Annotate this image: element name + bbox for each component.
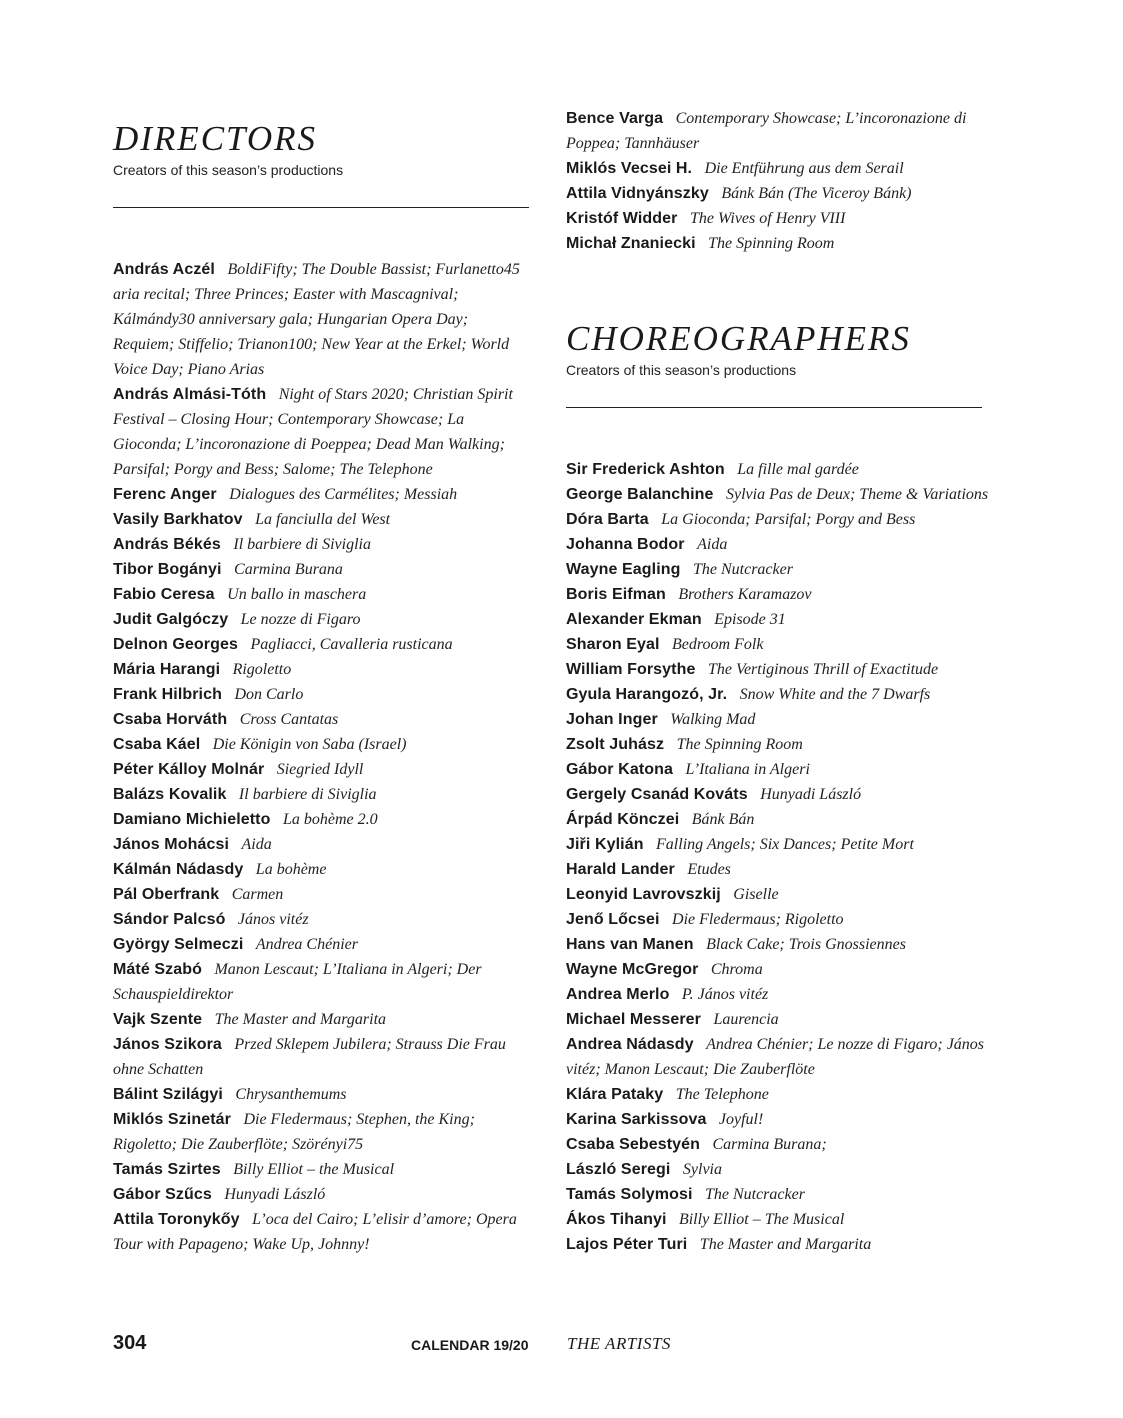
artist-name: Lajos Péter Turi [566, 1236, 688, 1253]
production-titles: Walking Mad [670, 711, 756, 728]
artist-name: Frank Hilbrich [113, 686, 222, 703]
artist-name: Miklós Szinetár [113, 1111, 231, 1128]
artist-name: György Selmeczi [113, 936, 244, 953]
credit-entry [113, 582, 533, 607]
credit-entry [566, 657, 991, 682]
credit-entry [113, 932, 533, 957]
production-titles: The Telephone [675, 1086, 769, 1103]
credit-entry [566, 807, 991, 832]
production-titles: János vitéz [237, 911, 309, 928]
production-titles: BoldiFifty; The Double Bassist; Furlanetto45 aria recital; Three Princes; Easter with Mascagnival; Kálmándy30 anniversary gala; Hungarian Opera Day; Requiem; Stiffelio; Trianon100; New Year at the Erkel; World Voice Day; Piano Arias [113, 261, 520, 378]
credit-entry [113, 257, 533, 382]
credit-entry [566, 857, 991, 882]
production-titles: Il barbiere di Siviglia [238, 786, 377, 803]
artist-name: Kálmán Nádasdy [113, 861, 244, 878]
directors-list-continued [566, 106, 986, 256]
credit-entry [566, 1132, 991, 1157]
production-titles: Episode 31 [714, 611, 786, 628]
artist-name: Attila Toronykőy [113, 1211, 240, 1228]
credit-entry [566, 832, 991, 857]
artist-name: Andrea Merlo [566, 986, 670, 1003]
artist-name: Jenő Lőcsei [566, 911, 660, 928]
artist-name: Karina Sarkissova [566, 1111, 707, 1128]
artist-name: George Balanchine [566, 486, 714, 503]
production-titles: Dialogues des Carmélites; Messiah [229, 486, 458, 503]
credit-entry [566, 181, 986, 206]
credit-entry [113, 482, 533, 507]
artist-name: János Szikora [113, 1036, 222, 1053]
credit-entry [566, 206, 986, 231]
production-titles: Chrysanthemums [235, 1086, 347, 1103]
credit-entry [566, 707, 991, 732]
artist-name: Vajk Szente [113, 1011, 203, 1028]
credit-entry [566, 532, 991, 557]
artist-name: Fabio Ceresa [113, 586, 215, 603]
artist-name: Tamás Szirtes [113, 1161, 221, 1178]
credit-entry [113, 707, 533, 732]
production-titles: The Vertiginous Thrill of Exactitude [707, 661, 939, 678]
production-titles: Die Königin von Saba (Israel) [212, 736, 407, 753]
production-titles: Etudes [687, 861, 731, 878]
credit-entry [113, 832, 533, 857]
artist-name: William Forsythe [566, 661, 696, 678]
production-titles: The Master and Margarita [699, 1236, 872, 1253]
artist-name: Csaba Sebestyén [566, 1136, 701, 1153]
artist-name: Tibor Bogányi [113, 561, 222, 578]
artist-name: Attila Vidnyánszky [566, 185, 709, 202]
artist-name: Bálint Szilágyi [113, 1086, 223, 1103]
credit-entry [566, 557, 991, 582]
production-titles: Laurencia [713, 1011, 779, 1028]
artist-name: Zsolt Juhász [566, 736, 665, 753]
artist-name: Pál Oberfrank [113, 886, 220, 903]
credit-entry [113, 857, 533, 882]
production-titles: Sylvia Pas de Deux; Theme & Variations [725, 486, 989, 503]
production-titles: The Nutcracker [704, 1186, 805, 1203]
credit-entry [566, 1157, 991, 1182]
artist-name: Hans van Manen [566, 936, 694, 953]
production-titles: Don Carlo [234, 686, 304, 703]
credit-entry [113, 657, 533, 682]
credit-entry [566, 582, 991, 607]
credit-entry [113, 732, 533, 757]
production-titles: The Spinning Room [676, 736, 803, 753]
artist-name: László Seregi [566, 1161, 671, 1178]
credit-entry [566, 457, 991, 482]
artist-name: János Mohácsi [113, 836, 230, 853]
artist-name: Gábor Szűcs [113, 1186, 212, 1203]
artist-name: Csaba Káel [113, 736, 201, 753]
artist-name: Michał Znaniecki [566, 235, 696, 252]
artist-name: Tamás Solymosi [566, 1186, 693, 1203]
artist-name: Sir Frederick Ashton [566, 461, 725, 478]
production-titles: Przed Sklepem Jubilera; Strauss Die Frau ohne Schatten [113, 1036, 506, 1078]
credit-entry [566, 1182, 991, 1207]
credit-entry [113, 607, 533, 632]
credit-entry [566, 932, 991, 957]
artist-name: Boris Eifman [566, 586, 666, 603]
credit-entry [566, 632, 991, 657]
credit-entry [566, 732, 991, 757]
production-titles: Contemporary Showcase; L’incoronazione di Poppea; Tannhäuser [566, 110, 967, 152]
directors-subtitle: Creators of this season’s productions [113, 162, 344, 178]
credit-entry [113, 557, 533, 582]
production-titles: P. János vitéz [681, 986, 769, 1003]
production-titles: Night of Stars 2020; Christian Spirit Festival – Closing Hour; Contemporary Showcase; La Gioconda; L’incoronazione di Poeppea; Dead Man Walking; Parsifal; Porgy and Bess; Salome; The Telephone [113, 386, 513, 478]
production-titles: Billy Elliot – the Musical [233, 1161, 395, 1178]
artist-name: András Békés [113, 536, 221, 553]
artist-name: Johanna Bodor [566, 536, 685, 553]
credit-entry [113, 1107, 533, 1157]
credit-entry [566, 231, 986, 256]
credit-entry [113, 1207, 533, 1257]
credit-entry [113, 907, 533, 932]
credit-entry [566, 1107, 991, 1132]
artist-name: András Aczél [113, 261, 215, 278]
artist-name: Sharon Eyal [566, 636, 660, 653]
production-titles: Un ballo in maschera [227, 586, 367, 603]
production-titles: The Nutcracker [692, 561, 793, 578]
production-titles: Brothers Karamazov [678, 586, 812, 603]
production-titles: Carmina Burana [234, 561, 343, 578]
artist-name: Ferenc Anger [113, 486, 217, 503]
production-titles: Sylvia [682, 1161, 722, 1178]
production-titles: Bánk Bán [691, 811, 755, 828]
production-titles: Manon Lescaut; L’Italiana in Algeri; Der Schauspieldirektor [113, 961, 482, 1003]
production-titles: La bohème [255, 861, 327, 878]
credit-entry [113, 1007, 533, 1032]
artist-name: Gábor Katona [566, 761, 673, 778]
credit-entry [566, 607, 991, 632]
credit-entry [566, 156, 986, 181]
artist-name: Csaba Horváth [113, 711, 228, 728]
production-titles: Carmina Burana; [712, 1136, 827, 1153]
production-titles: Rigoletto [232, 661, 292, 678]
directors-header [113, 121, 343, 178]
production-titles: Carmen [231, 886, 284, 903]
production-titles: Snow White and the 7 Dwarfs [739, 686, 931, 703]
production-titles: Chroma [710, 961, 763, 978]
credit-entry [113, 807, 533, 832]
artist-name: Michael Messerer [566, 1011, 702, 1028]
credit-entry [566, 782, 991, 807]
credit-entry [566, 1007, 991, 1032]
production-titles: Bánk Bán (The Viceroy Bánk) [721, 185, 912, 202]
production-titles: The Wives of Henry VIII [689, 210, 846, 227]
footer-section-label: THE ARTISTS [567, 1334, 671, 1353]
production-titles: Le nozze di Figaro [240, 611, 361, 628]
choreographers-list [566, 457, 991, 1257]
credit-entry [566, 1032, 991, 1082]
production-titles: Bedroom Folk [672, 636, 764, 653]
credit-entry [566, 1207, 991, 1232]
credit-entry [566, 682, 991, 707]
choreographers-header [566, 321, 911, 378]
production-titles: Giselle [733, 886, 779, 903]
choreographers-title: CHOREOGRAPHERS [566, 319, 911, 358]
credit-entry [566, 482, 991, 507]
production-titles: The Spinning Room [708, 235, 835, 252]
credit-entry [566, 1232, 991, 1257]
production-titles: L’oca del Cairo; L’elisir d’amore; Opera Tour with Papageno; Wake Up, Johnny! [113, 1211, 517, 1253]
artist-name: Gyula Harangozó, Jr. [566, 686, 728, 703]
artist-name: Wayne McGregor [566, 961, 699, 978]
production-titles: Die Fledermaus; Stephen, the King; Rigoletto; Die Zauberflöte; Szörényi75 [113, 1111, 475, 1153]
credit-entry [113, 782, 533, 807]
production-titles: Andrea Chénier; Le nozze di Figaro; János vitéz; Manon Lescaut; Die Zauberflöte [566, 1036, 985, 1078]
artist-name: Bence Varga [566, 110, 664, 127]
production-titles: Andrea Chénier [255, 936, 358, 953]
credit-entry [113, 957, 533, 1007]
artist-name: Balázs Kovalik [113, 786, 227, 803]
artist-name: Ákos Tihanyi [566, 1211, 667, 1228]
artist-name: András Almási-Tóth [113, 386, 267, 403]
artist-name: Mária Harangi [113, 661, 221, 678]
directors-list [113, 257, 533, 1257]
artist-name: Leonyid Lavrovszkij [566, 886, 721, 903]
credit-entry [566, 982, 991, 1007]
credit-entry [566, 507, 991, 532]
production-titles: Falling Angels; Six Dances; Petite Mort [656, 836, 914, 853]
production-titles: Aida [697, 536, 728, 553]
artist-name: Judit Galgóczy [113, 611, 229, 628]
production-titles: Die Fledermaus; Rigoletto [672, 911, 844, 928]
production-titles: La fille mal gardée [737, 461, 859, 478]
production-titles: Joyful! [718, 1111, 764, 1128]
credit-entry [113, 1032, 533, 1082]
credit-entry [113, 532, 533, 557]
artist-name: Dóra Barta [566, 511, 649, 528]
production-titles: Aida [241, 836, 272, 853]
credit-entry [566, 1082, 991, 1107]
credit-entry [566, 757, 991, 782]
artist-name: Alexander Ekman [566, 611, 702, 628]
artist-name: Wayne Eagling [566, 561, 681, 578]
credit-entry [113, 757, 533, 782]
credit-entry [113, 507, 533, 532]
credit-entry [113, 1182, 533, 1207]
artist-name: Máté Szabó [113, 961, 203, 978]
production-titles: Siegried Idyll [276, 761, 364, 778]
artist-name: Delnon Georges [113, 636, 238, 653]
artist-name: Harald Lander [566, 861, 675, 878]
artist-name: Jiři Kylián [566, 836, 644, 853]
credit-entry [113, 882, 533, 907]
artist-name: Damiano Michieletto [113, 811, 271, 828]
production-titles: Billy Elliot – The Musical [678, 1211, 845, 1228]
artist-name: Johan Inger [566, 711, 658, 728]
directors-title: DIRECTORS [113, 119, 318, 158]
credit-entry [566, 907, 991, 932]
credit-entry [566, 106, 986, 156]
artist-name: Miklós Vecsei H. [566, 160, 693, 177]
artist-name: Kristóf Widder [566, 210, 678, 227]
artist-name: Andrea Nádasdy [566, 1036, 694, 1053]
artist-name: Árpád Könczei [566, 811, 680, 828]
credit-entry [113, 632, 533, 657]
production-titles: L’Italiana in Algeri [685, 761, 810, 778]
production-titles: Cross Cantatas [239, 711, 339, 728]
credit-entry [566, 957, 991, 982]
artist-name: Klára Pataky [566, 1086, 664, 1103]
production-titles: Hunyadi László [760, 786, 862, 803]
choreographers-divider [566, 407, 982, 408]
artist-name: Vasily Barkhatov [113, 511, 243, 528]
page-number: 304 [113, 1332, 147, 1354]
production-titles: La bohème 2.0 [282, 811, 378, 828]
production-titles: Black Cake; Trois Gnossiennes [706, 936, 906, 953]
credit-entry [113, 1082, 533, 1107]
artist-name: Sándor Palcsó [113, 911, 226, 928]
production-titles: Die Entführung aus dem Serail [704, 160, 904, 177]
directors-divider [113, 207, 529, 208]
artist-name: Péter Kálloy Molnár [113, 761, 265, 778]
choreographers-subtitle: Creators of this season’s productions [566, 362, 797, 378]
production-titles: La Gioconda; Parsifal; Porgy and Bess [661, 511, 916, 528]
production-titles: Pagliacci, Cavalleria rusticana [250, 636, 453, 653]
production-titles: Hunyadi László [224, 1186, 326, 1203]
production-titles: La fanciulla del West [255, 511, 391, 528]
credit-entry [113, 382, 533, 482]
footer-calendar-label: CALENDAR 19/20 [411, 1337, 529, 1353]
credit-entry [113, 682, 533, 707]
credit-entry [566, 882, 991, 907]
artist-name: Gergely Csanád Kováts [566, 786, 748, 803]
production-titles: The Master and Margarita [214, 1011, 387, 1028]
credit-entry [113, 1157, 533, 1182]
production-titles: Il barbiere di Siviglia [233, 536, 371, 553]
